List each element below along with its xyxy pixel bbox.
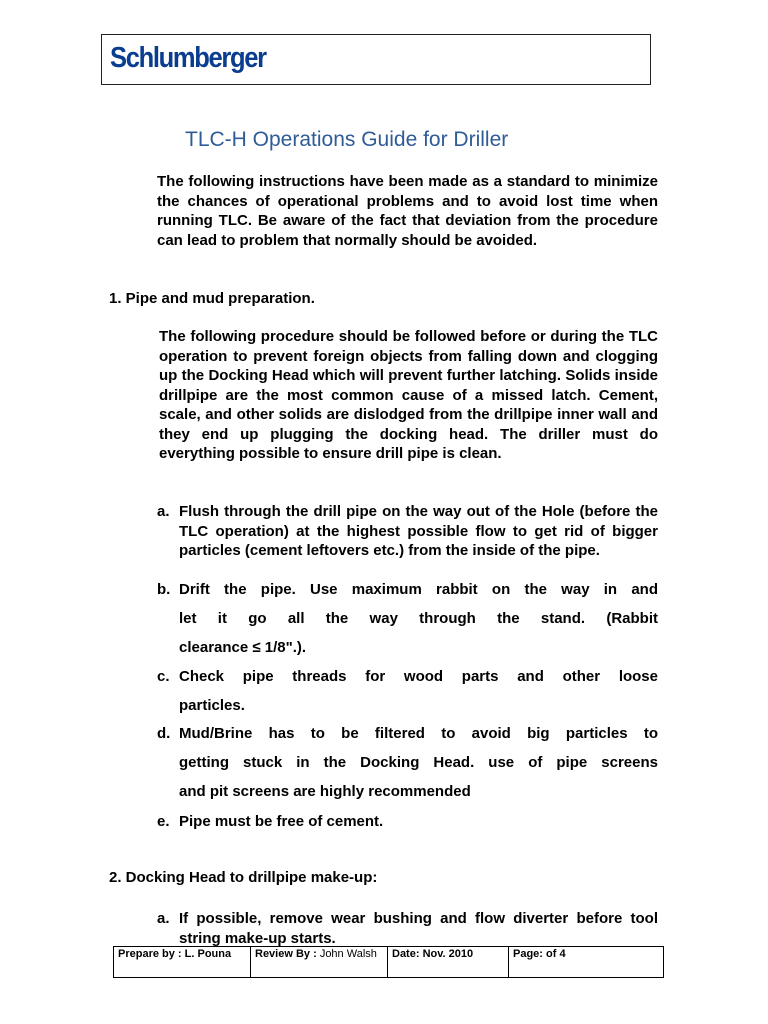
section-1-paragraph: The following procedure should be followed before or during the TLC operation to prevent foreign objects from falling down and clogging up the Docking Head which will prevent further latching. Solids inside drillpipe are the most common cause of a missed latch. Cement, scale, and other solids are dislodged from the drillpipe inner wall and they end up plugging the docking head. The driller must do everything possible to ensure drill pipe is clean. bbox=[159, 328, 658, 462]
footer-table bbox=[113, 946, 664, 978]
header-logo-box bbox=[101, 34, 651, 85]
list-item bbox=[157, 502, 658, 561]
section-1-heading: 1. Pipe and mud preparation. bbox=[109, 290, 315, 307]
list-item-line: Mud/Brine has to be filtered to avoid big particles to bbox=[179, 725, 658, 742]
list-item bbox=[157, 719, 658, 806]
list-marker: e. bbox=[157, 813, 170, 830]
document-title: TLC-H Operations Guide for Driller bbox=[185, 128, 509, 151]
list-item-text: If possible, remove wear bushing and flow diverter before tool string make-up starts. bbox=[179, 910, 658, 947]
date-value: Nov. 2010 bbox=[422, 948, 474, 960]
review-value: John Walsh bbox=[319, 948, 377, 960]
footer-page-cell bbox=[509, 947, 664, 978]
page-value: of 4 bbox=[546, 948, 566, 960]
prepare-label: Prepare by : bbox=[118, 948, 182, 960]
section-2-heading: 2. Docking Head to drillpipe make-up: bbox=[109, 869, 378, 886]
page-label: Page: bbox=[513, 948, 543, 960]
list-item-text: Pipe must be free of cement. bbox=[179, 813, 384, 830]
list-marker: a. bbox=[157, 910, 170, 927]
prepare-value: L. Pouna bbox=[184, 948, 232, 960]
intro-paragraph: The following instructions have been made as a standard to minimize the chances of operational problems and to avoid lost time when running TLC. Be aware of the fact that deviation from the procedure can lead to problem that normally should be avoided. bbox=[157, 173, 658, 249]
list-item-line: let it go all the way through the stand. (Rabbit bbox=[179, 610, 658, 627]
list-marker: b. bbox=[157, 581, 171, 598]
company-logo: Schlumberger bbox=[110, 42, 266, 74]
list-item bbox=[157, 662, 658, 720]
list-item bbox=[157, 909, 658, 948]
list-marker: c. bbox=[157, 668, 170, 685]
list-item-line: Drift the pipe. Use maximum rabbit on the way in and bbox=[179, 581, 658, 598]
footer-date-cell bbox=[388, 947, 509, 978]
list-item-line: and pit screens are highly recommended bbox=[179, 783, 471, 800]
date-label: Date: bbox=[392, 948, 420, 960]
footer-prepare-cell bbox=[114, 947, 251, 978]
list-item-line: Check pipe threads for wood parts and other loose bbox=[179, 668, 658, 685]
list-item-text: Flush through the drill pipe on the way out of the Hole (before the TLC operation) at the highest possible flow to get rid of bigger particles (cement leftovers etc.) from the inside of the pipe. bbox=[179, 503, 658, 559]
review-label: Review By : bbox=[255, 948, 317, 960]
list-marker: d. bbox=[157, 725, 171, 742]
list-marker: a. bbox=[157, 503, 170, 520]
list-item bbox=[157, 812, 658, 832]
list-item-line: particles. bbox=[179, 697, 245, 714]
list-item bbox=[157, 575, 658, 662]
footer-review-cell bbox=[251, 947, 388, 978]
list-item-line: clearance ≤ 1/8".). bbox=[179, 639, 307, 656]
list-item-line: getting stuck in the Docking Head. use of pipe screens bbox=[179, 754, 658, 771]
